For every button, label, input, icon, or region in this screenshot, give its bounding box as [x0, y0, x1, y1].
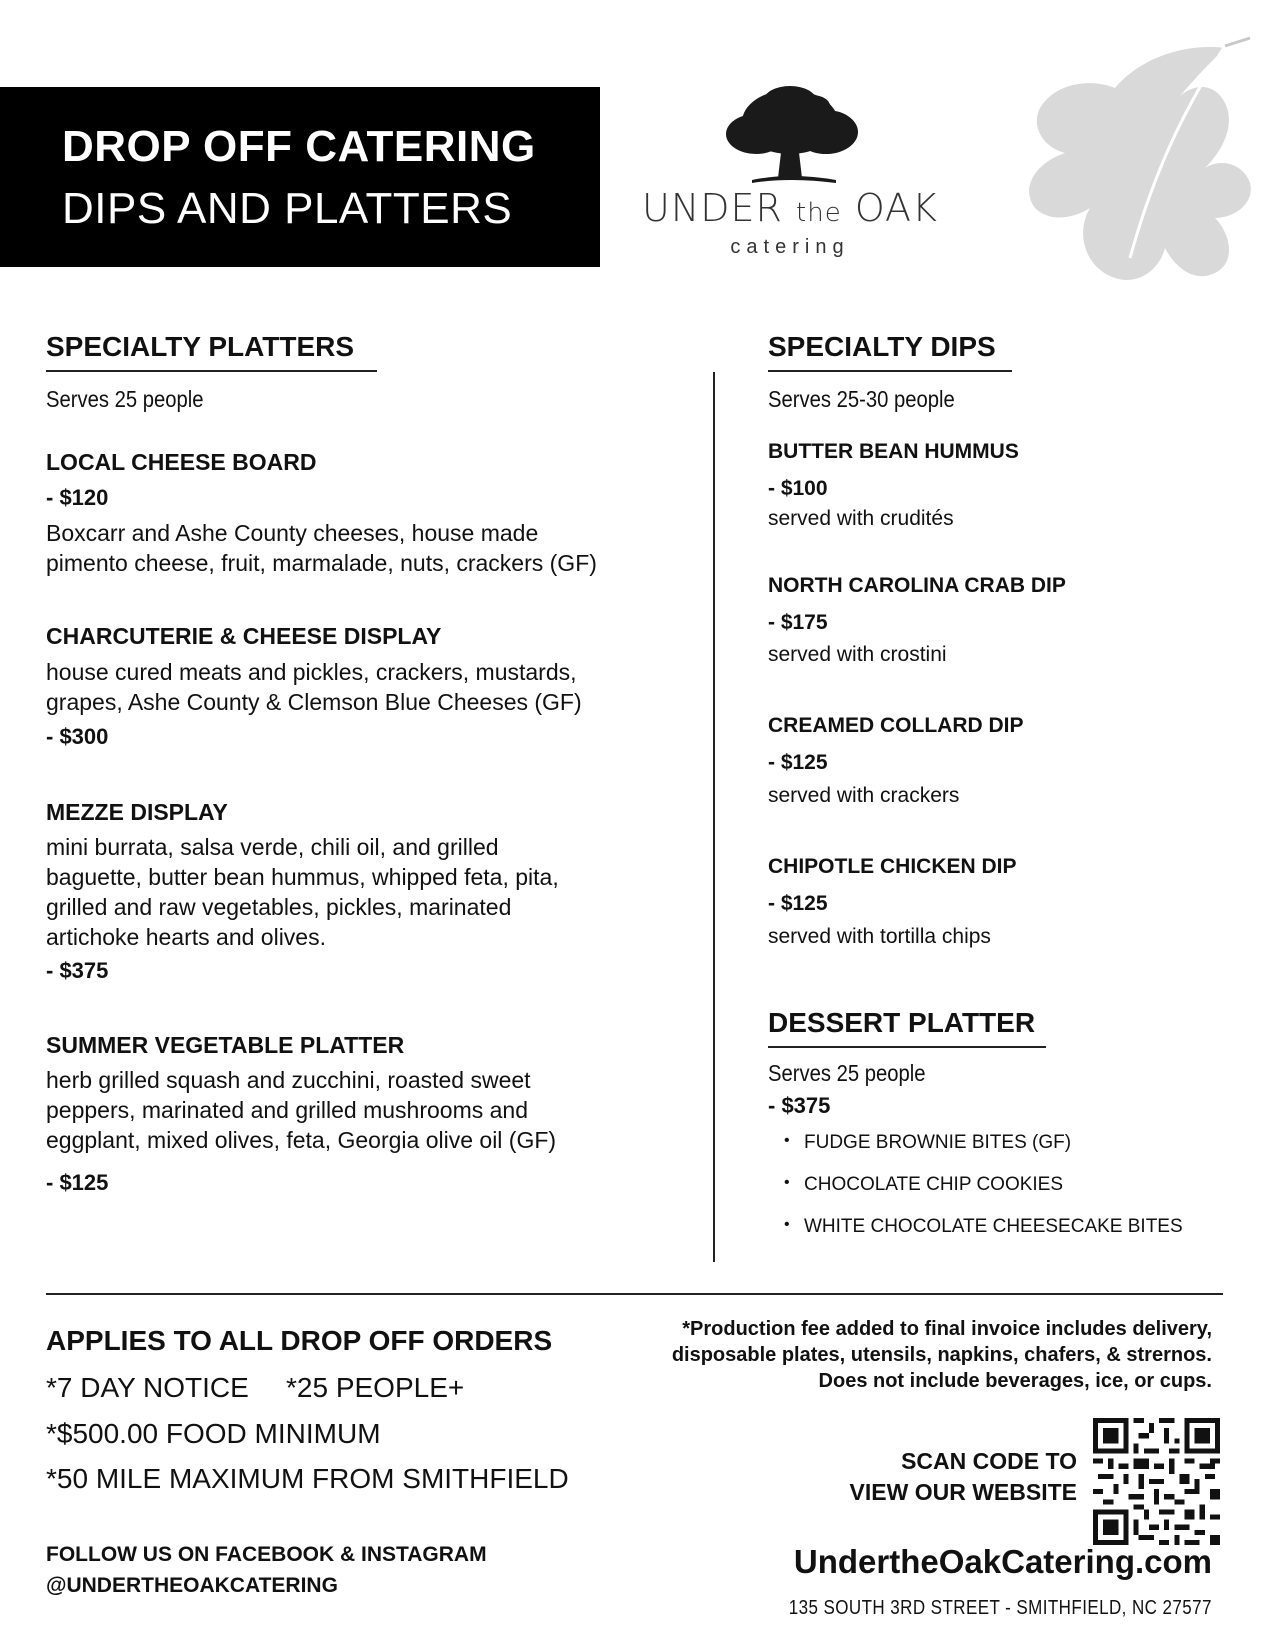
- requirement-distance: *50 MILE MAXIMUM FROM SMITHFIELD: [46, 1463, 569, 1494]
- platters-serves: Serves 25 people: [46, 386, 204, 412]
- section-underline: [768, 370, 1012, 372]
- production-fee-note: *Production fee added to final invoice includes delivery,: [682, 1318, 1212, 1340]
- dip-price: - $125: [768, 892, 828, 915]
- platter-name: MEZZE DISPLAY: [46, 799, 228, 825]
- dip-price: - $100: [768, 477, 828, 500]
- requirement-people: *25 PEOPLE+: [286, 1372, 465, 1403]
- social-handle: @UNDERTHEOAKCATERING: [46, 1574, 338, 1597]
- section-underline: [768, 1046, 1046, 1048]
- platter-price: - $125: [46, 1170, 109, 1195]
- logo-word-the: the: [796, 198, 842, 228]
- platter-price: - $120: [46, 485, 109, 510]
- platter-name: LOCAL CHEESE BOARD: [46, 449, 317, 475]
- footer-divider: [46, 1293, 1223, 1295]
- dessert-price: - $375: [768, 1093, 831, 1118]
- platter-description: house cured meats and pickles, crackers, mustards, grapes, Ashe County & Clemson Blue Cheeses (GF): [46, 659, 582, 715]
- dip-name: NORTH CAROLINA CRAB DIP: [768, 574, 1066, 597]
- oak-leaf-icon: [925, 18, 1270, 323]
- dip-name: CHIPOTLE CHICKEN DIP: [768, 855, 1017, 878]
- requirement-minimum: *$500.00 FOOD MINIMUM: [46, 1418, 381, 1449]
- section-underline: [46, 370, 377, 372]
- platter-description: mini burrata, salsa verde, chili oil, and grilled baguette, butter bean hummus, whipped feta, pita, grilled and raw vegetables, pickles, marinated artichoke hearts and olives.: [46, 834, 559, 950]
- platter-price: - $375: [46, 958, 109, 983]
- dessert-item: • WHITE CHOCOLATE CHEESECAKE BITES: [804, 1216, 1183, 1238]
- qr-code-icon[interactable]: [1093, 1418, 1220, 1545]
- logo-word-oak: OAK: [854, 186, 938, 230]
- street-address: 135 SOUTH 3RD STREET - SMITHFIELD, NC 27577: [788, 1597, 1212, 1619]
- column-divider: [713, 372, 715, 1262]
- platter-price: - $300: [46, 724, 109, 749]
- dessert-item: • CHOCOLATE CHIP COOKIES: [804, 1174, 1063, 1196]
- platter-description: Boxcarr and Ashe County cheeses, house made pimento cheese, fruit, marmalade, nuts, crackers (GF): [46, 520, 597, 576]
- production-fee-note: Does not include beverages, ice, or cups.: [818, 1370, 1212, 1392]
- dessert-serves: Serves 25 people: [768, 1060, 926, 1086]
- dip-name: CREAMED COLLARD DIP: [768, 714, 1024, 737]
- dip-price: - $125: [768, 751, 828, 774]
- page-title: DROP OFF CATERING: [62, 122, 536, 171]
- logo-word-under: UNDER: [642, 186, 783, 230]
- social-follow-text: FOLLOW US ON FACEBOOK & INSTAGRAM: [46, 1543, 487, 1566]
- platter-name: CHARCUTERIE & CHEESE DISPLAY: [46, 623, 442, 649]
- header-banner: [0, 87, 600, 267]
- dip-description: served with crostini: [768, 643, 947, 666]
- applies-heading: APPLIES TO ALL DROP OFF ORDERS: [46, 1325, 553, 1356]
- logo-subtitle: catering: [730, 236, 850, 258]
- dip-description: served with tortilla chips: [768, 925, 991, 948]
- page-subtitle: DIPS AND PLATTERS: [62, 184, 513, 233]
- website-url[interactable]: UndertheOakCatering.com: [793, 1543, 1212, 1580]
- requirement-notice: *7 DAY NOTICE: [46, 1372, 249, 1403]
- logo-wordmark: [640, 186, 940, 230]
- dip-description: served with crudités: [768, 507, 954, 530]
- dessert-item: • FUDGE BROWNIE BITES (GF): [804, 1132, 1071, 1154]
- dips-serves: Serves 25-30 people: [768, 386, 955, 412]
- dip-description: served with crackers: [768, 784, 960, 807]
- dip-price: - $175: [768, 611, 828, 634]
- platter-description: herb grilled squash and zucchini, roasted sweet peppers, marinated and grilled mushrooms and eggplant, mixed olives, feta, Georgia olive oil (GF): [46, 1067, 557, 1153]
- scan-code-label: SCAN CODE TO: [901, 1448, 1077, 1474]
- specialty-dips-heading: SPECIALTY DIPS: [768, 331, 996, 362]
- platter-name: SUMMER VEGETABLE PLATTER: [46, 1032, 405, 1058]
- production-fee-note: disposable plates, utensils, napkins, chafers, & strernos.: [671, 1344, 1212, 1366]
- dessert-platter-heading: DESSERT PLATTER: [768, 1007, 1036, 1038]
- scan-code-label: VIEW OUR WEBSITE: [849, 1479, 1077, 1505]
- dip-name: BUTTER BEAN HUMMUS: [768, 440, 1019, 463]
- specialty-platters-heading: SPECIALTY PLATTERS: [46, 331, 355, 362]
